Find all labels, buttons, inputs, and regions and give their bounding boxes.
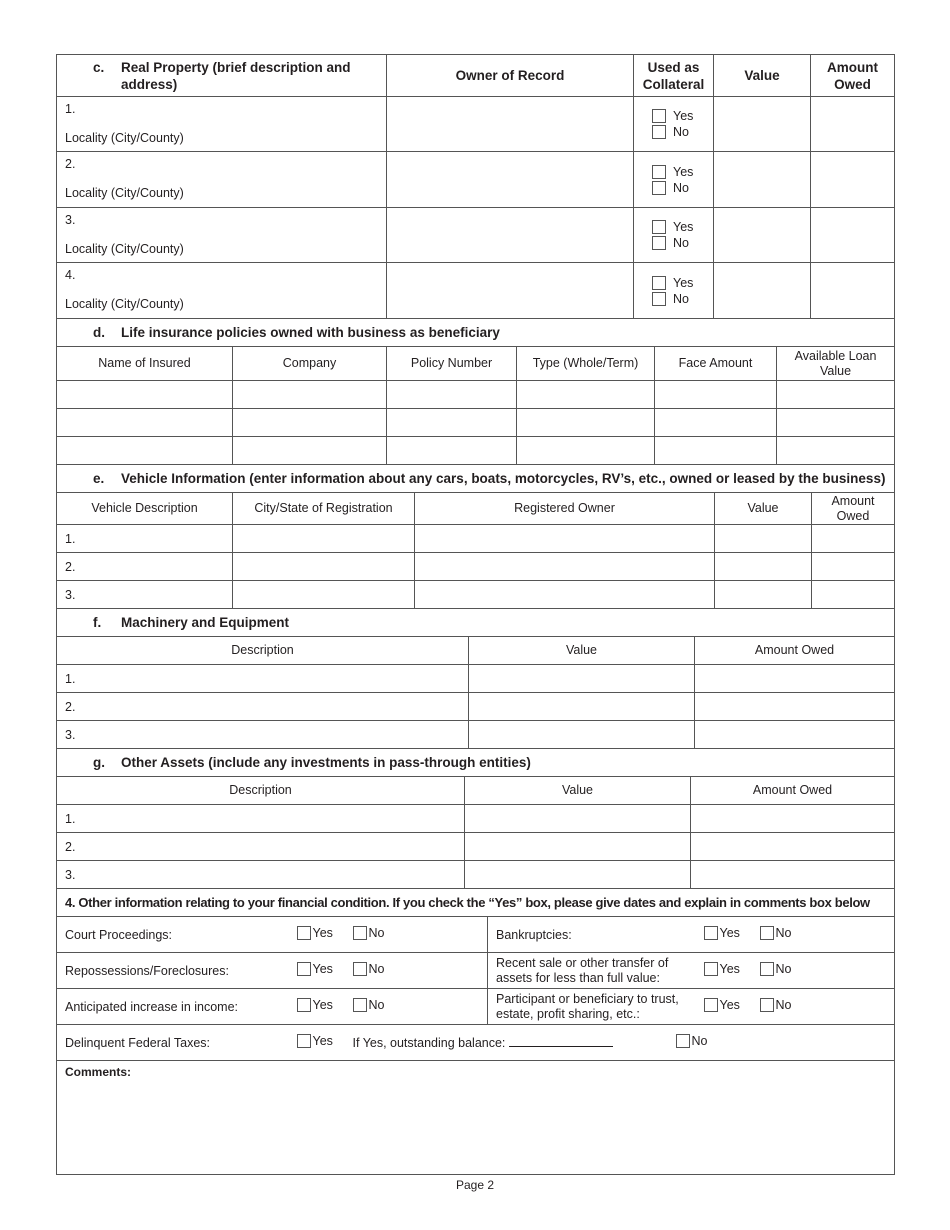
yes-checkbox[interactable]: [704, 998, 718, 1012]
property-row: [57, 208, 895, 263]
yes-checkbox[interactable]: [652, 109, 666, 123]
title-line: Real Property (brief description and: [121, 59, 351, 75]
yes-checkbox[interactable]: [652, 165, 666, 179]
owner-cell[interactable]: [387, 97, 634, 152]
yes-label: Yes: [312, 998, 333, 1012]
input-cell[interactable]: [469, 721, 695, 749]
col-value: Value: [714, 55, 811, 97]
row-number[interactable]: 3.: [57, 581, 233, 609]
no-option: [345, 917, 488, 953]
input-cell[interactable]: [655, 381, 777, 409]
yes-checkbox[interactable]: [652, 276, 666, 290]
section-title: Machinery and Equipment: [121, 615, 290, 630]
input-cell[interactable]: [469, 693, 695, 721]
yes-label: Yes: [673, 275, 694, 290]
balance-label: If Yes, outstanding balance:: [352, 1036, 506, 1050]
collateral-cell: [634, 263, 714, 319]
vehicle-header: [57, 493, 895, 525]
value-cell[interactable]: [714, 263, 811, 319]
repossessions-label: Repossessions/Foreclosures:: [57, 953, 289, 989]
table-row: [57, 721, 895, 749]
table-row: [57, 409, 895, 437]
section-title: Vehicle Information (enter information about any cars, boats, motorcycles, RV’s, etc., owned or leased by the business): [121, 471, 886, 486]
table-row: [57, 833, 895, 861]
life-insurance-header: [57, 347, 895, 381]
locality-label: Locality (City/County): [65, 131, 184, 145]
input-cell[interactable]: [695, 721, 895, 749]
machinery-table: [56, 608, 895, 749]
label-line: assets for less than full value:: [496, 970, 660, 985]
no-checkbox[interactable]: [353, 962, 367, 976]
input-cell[interactable]: [655, 409, 777, 437]
other-info-title: 4. Other information relating to your financial condition. If you check the “Yes” box, please give dates and explain in comments box below: [57, 889, 895, 917]
input-cell[interactable]: [465, 805, 691, 833]
yes-checkbox[interactable]: [297, 998, 311, 1012]
row-number[interactable]: 2.: [57, 553, 233, 581]
other-assets-table: [56, 748, 895, 889]
col-value: Value: [715, 493, 812, 525]
input-cell[interactable]: [233, 525, 415, 553]
section-letter: e.: [93, 471, 105, 486]
info-row: [57, 989, 895, 1025]
no-checkbox[interactable]: [676, 1034, 690, 1048]
yes-option: [704, 989, 760, 1025]
property-description-cell[interactable]: [57, 208, 387, 263]
yes-checkbox[interactable]: [297, 926, 311, 940]
info-row: [57, 1025, 895, 1061]
info-row: [57, 917, 895, 953]
financial-form: [56, 54, 894, 1175]
input-cell[interactable]: [812, 553, 895, 581]
input-cell[interactable]: [777, 409, 895, 437]
input-cell[interactable]: [715, 525, 812, 553]
no-label: No: [673, 180, 689, 195]
yes-checkbox[interactable]: [297, 962, 311, 976]
no-label: No: [368, 926, 385, 940]
col-description: Description: [57, 777, 465, 805]
yes-label: Yes: [673, 109, 694, 123]
vehicle-title: [57, 465, 895, 493]
row-number[interactable]: 2.: [57, 693, 469, 721]
value-cell[interactable]: [714, 152, 811, 208]
yes-option: [704, 953, 760, 989]
owner-cell[interactable]: [387, 208, 634, 263]
no-option: [345, 953, 488, 989]
input-cell[interactable]: [57, 437, 233, 465]
yes-option: [289, 1025, 345, 1061]
collateral-cell: [634, 208, 714, 263]
locality-label: Locality (City/County): [65, 297, 184, 311]
header-line: Collateral: [642, 76, 705, 92]
property-description-cell[interactable]: [57, 263, 387, 319]
yes-option: [289, 917, 345, 953]
section-title: Life insurance policies owned with business as beneficiary: [121, 325, 500, 340]
real-property-header: [57, 55, 895, 97]
vehicle-table: [56, 464, 895, 609]
input-cell[interactable]: [57, 381, 233, 409]
yes-checkbox[interactable]: [652, 220, 666, 234]
comments-box[interactable]: [57, 1061, 895, 1175]
section-letter: d.: [93, 325, 105, 340]
delinquent-taxes-label: Delinquent Federal Taxes:: [57, 1025, 289, 1061]
property-row: [57, 263, 895, 319]
no-label: No: [368, 962, 385, 976]
col-face-amount: Face Amount: [655, 347, 777, 381]
property-row: [57, 97, 895, 152]
row-number[interactable]: 3.: [57, 861, 465, 889]
no-checkbox[interactable]: [760, 998, 774, 1012]
input-cell[interactable]: [415, 553, 715, 581]
table-row: [57, 553, 895, 581]
no-label: No: [673, 291, 689, 306]
section-title: Other Assets (include any investments in pass-through entities): [121, 755, 531, 770]
no-checkbox[interactable]: [760, 962, 774, 976]
no-label: No: [775, 998, 792, 1012]
row-number[interactable]: 1.: [57, 805, 465, 833]
col-company: Company: [233, 347, 387, 381]
value-cell[interactable]: [714, 208, 811, 263]
row-number: 2.: [65, 157, 76, 171]
yes-label: Yes: [719, 962, 740, 976]
input-cell[interactable]: [691, 861, 895, 889]
col-vehicle-description: Vehicle Description: [57, 493, 233, 525]
machinery-title: [57, 609, 895, 637]
property-description-cell[interactable]: [57, 152, 387, 208]
page-number: Page 2: [455, 1178, 495, 1192]
label-line: estate, profit sharing, etc.:: [496, 1006, 640, 1021]
yes-option: [289, 953, 345, 989]
input-cell[interactable]: [812, 581, 895, 609]
row-number[interactable]: 1.: [57, 665, 469, 693]
comments-label: Comments:: [65, 1065, 132, 1079]
label-line: Recent sale or other transfer of: [496, 955, 669, 970]
input-cell[interactable]: [387, 409, 517, 437]
col-name-of-insured: Name of Insured: [57, 347, 233, 381]
input-cell[interactable]: [465, 833, 691, 861]
input-cell[interactable]: [469, 665, 695, 693]
yes-label: Yes: [312, 926, 333, 940]
input-cell[interactable]: [517, 381, 655, 409]
col-used-as-collateral: [634, 55, 714, 97]
collateral-cell: [634, 152, 714, 208]
input-cell[interactable]: [415, 525, 715, 553]
amount-owed-cell[interactable]: [811, 97, 895, 152]
input-cell[interactable]: [415, 581, 715, 609]
owner-cell[interactable]: [387, 263, 634, 319]
input-cell[interactable]: [233, 581, 415, 609]
no-option: [345, 989, 488, 1025]
no-label: No: [673, 125, 689, 139]
real-property-table: [56, 54, 895, 319]
col-amount-owed: Amount Owed: [812, 493, 895, 525]
label-line: Participant or beneficiary to trust,: [496, 991, 679, 1006]
input-cell[interactable]: [387, 381, 517, 409]
title-line: address): [121, 76, 178, 92]
header-line: Owed: [834, 76, 871, 92]
no-label: No: [368, 998, 385, 1012]
input-cell[interactable]: [812, 525, 895, 553]
yes-label: Yes: [312, 962, 333, 976]
property-description-cell[interactable]: [57, 97, 387, 152]
locality-label: Locality (City/County): [65, 186, 184, 200]
yes-checkbox[interactable]: [297, 1034, 311, 1048]
other-assets-header: [57, 777, 895, 805]
input-cell[interactable]: [233, 553, 415, 581]
balance-input[interactable]: [509, 1035, 613, 1047]
comments-row: [57, 1061, 895, 1175]
row-number: 3.: [65, 213, 76, 227]
other-info-table: [56, 888, 895, 1175]
col-description: Description: [57, 637, 469, 665]
col-amount-owed: Amount Owed: [695, 637, 895, 665]
col-value: Value: [465, 777, 691, 805]
col-type: Type (Whole/Term): [517, 347, 655, 381]
col-policy-number: Policy Number: [387, 347, 517, 381]
table-row: [57, 693, 895, 721]
no-option: [760, 989, 895, 1025]
amount-owed-cell[interactable]: [811, 208, 895, 263]
col-amount-owed: [811, 55, 895, 97]
input-cell[interactable]: [465, 861, 691, 889]
input-cell[interactable]: [715, 553, 812, 581]
table-row: [57, 437, 895, 465]
table-row: [57, 525, 895, 553]
locality-label: Locality (City/County): [65, 242, 184, 256]
life-insurance-title: [57, 319, 895, 347]
input-cell[interactable]: [233, 381, 387, 409]
owner-cell[interactable]: [387, 152, 634, 208]
table-row: [57, 381, 895, 409]
bankruptcies-label: Bankruptcies:: [488, 917, 704, 953]
input-cell[interactable]: [233, 409, 387, 437]
collateral-cell: [634, 97, 714, 152]
input-cell[interactable]: [233, 437, 387, 465]
table-row: [57, 665, 895, 693]
no-option: [760, 953, 895, 989]
input-cell[interactable]: [777, 437, 895, 465]
yes-checkbox[interactable]: [704, 926, 718, 940]
input-cell[interactable]: [695, 665, 895, 693]
table-row: [57, 861, 895, 889]
value-cell[interactable]: [714, 97, 811, 152]
col-registered-owner: Registered Owner: [415, 493, 715, 525]
col-owner-of-record: Owner of Record: [387, 55, 634, 97]
row-number[interactable]: 3.: [57, 721, 469, 749]
no-option: [691, 1025, 895, 1061]
no-option: [760, 917, 895, 953]
recent-sale-label: [488, 953, 704, 989]
yes-checkbox[interactable]: [704, 962, 718, 976]
yes-label: Yes: [719, 926, 740, 940]
input-cell[interactable]: [655, 437, 777, 465]
header-line: Amount: [827, 59, 878, 75]
no-checkbox[interactable]: [652, 292, 666, 306]
col-amount-owed: Amount Owed: [691, 777, 895, 805]
row-number: 4.: [65, 268, 76, 282]
anticipated-increase-label: Anticipated increase in income:: [57, 989, 289, 1025]
yes-label: Yes: [719, 998, 740, 1012]
col-available-loan-value: Available Loan Value: [777, 347, 895, 381]
yes-option: [704, 917, 760, 953]
other-assets-title: [57, 749, 895, 777]
section-letter: f.: [93, 615, 102, 630]
input-cell[interactable]: [387, 437, 517, 465]
property-row: [57, 152, 895, 208]
table-row: [57, 805, 895, 833]
real-property-title: [57, 55, 387, 97]
amount-owed-cell[interactable]: [811, 152, 895, 208]
life-insurance-table: [56, 318, 895, 465]
table-row: [57, 581, 895, 609]
no-label: No: [775, 926, 792, 940]
row-number: 1.: [65, 102, 76, 116]
section-letter: c.: [93, 59, 105, 75]
input-cell[interactable]: [517, 409, 655, 437]
machinery-header: [57, 637, 895, 665]
input-cell[interactable]: [517, 437, 655, 465]
input-cell[interactable]: [777, 381, 895, 409]
no-checkbox[interactable]: [652, 125, 666, 139]
input-cell[interactable]: [715, 581, 812, 609]
yes-label: Yes: [312, 1034, 333, 1048]
no-checkbox[interactable]: [760, 926, 774, 940]
header-line: Used as: [647, 59, 700, 75]
input-cell[interactable]: [695, 693, 895, 721]
yes-label: Yes: [673, 220, 694, 234]
yes-label: Yes: [673, 164, 694, 179]
no-checkbox[interactable]: [652, 181, 666, 195]
court-proceedings-label: Court Proceedings:: [57, 917, 289, 953]
input-cell[interactable]: [691, 805, 895, 833]
amount-owed-cell[interactable]: [811, 263, 895, 319]
row-number[interactable]: 2.: [57, 833, 465, 861]
no-checkbox[interactable]: [353, 926, 367, 940]
no-label: No: [691, 1034, 708, 1048]
section-letter: g.: [93, 755, 105, 770]
no-checkbox[interactable]: [353, 998, 367, 1012]
no-checkbox[interactable]: [652, 236, 666, 250]
input-cell[interactable]: [57, 409, 233, 437]
yes-option: [289, 989, 345, 1025]
col-registration: City/State of Registration: [233, 493, 415, 525]
input-cell[interactable]: [691, 833, 895, 861]
col-value: Value: [469, 637, 695, 665]
no-label: No: [673, 236, 689, 250]
row-number[interactable]: 1.: [57, 525, 233, 553]
info-row: [57, 953, 895, 989]
no-label: No: [775, 962, 792, 976]
participant-label: [488, 989, 704, 1025]
